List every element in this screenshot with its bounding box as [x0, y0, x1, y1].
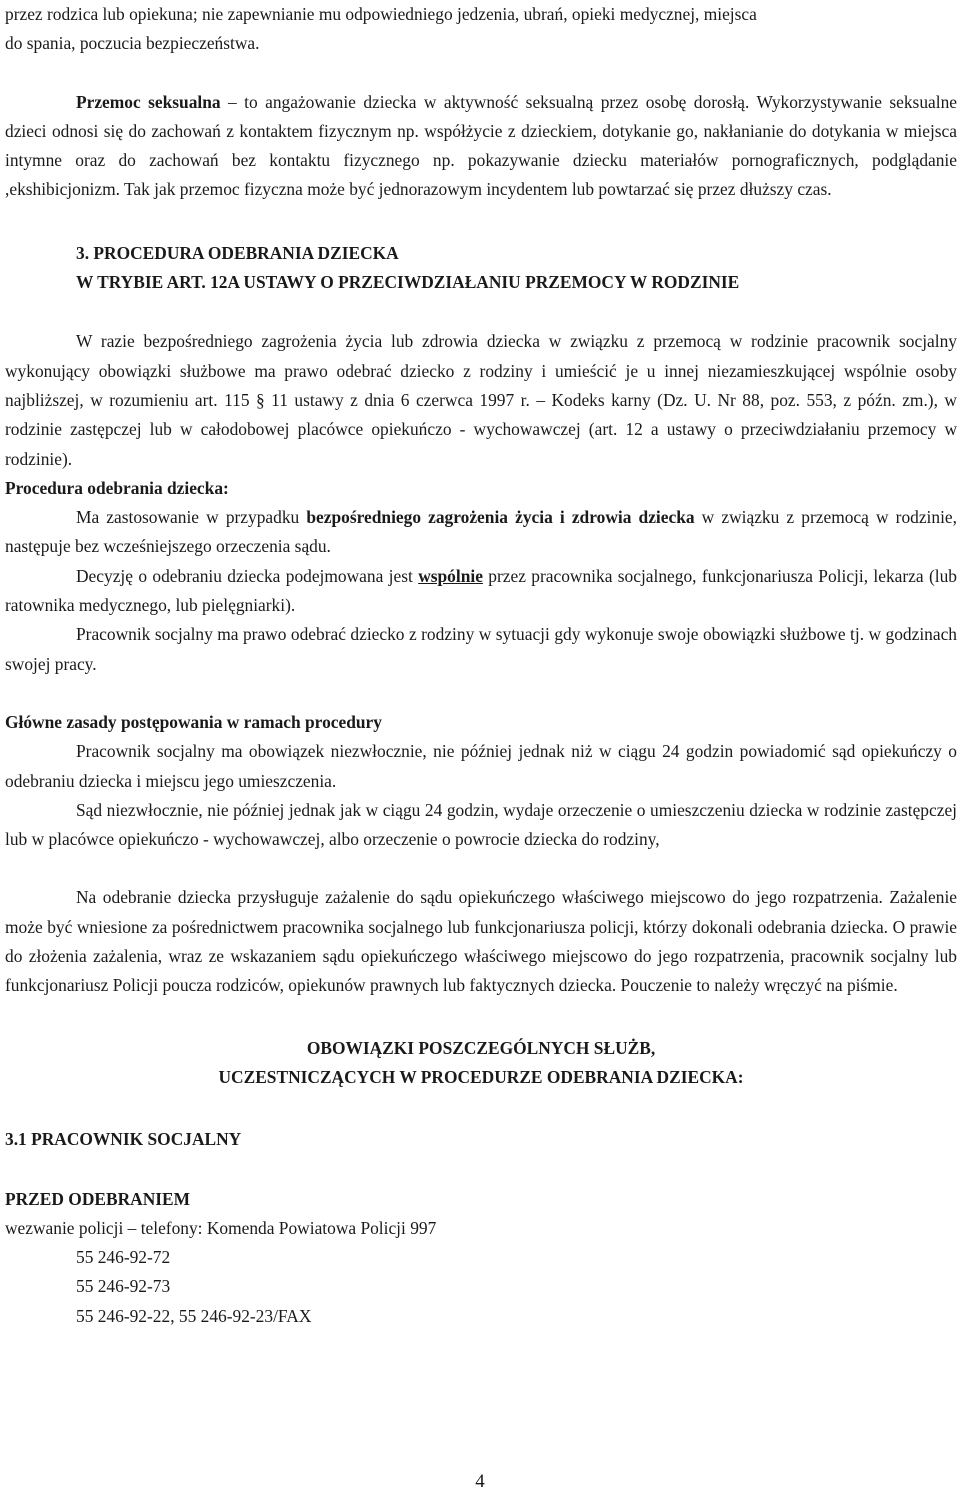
before-removal-heading: PRZED ODEBRANIEM: [5, 1188, 191, 1209]
procedure-paragraph-3: Pracownik socjalny ma prawo odebrać dziecko z rodziny w sytuacji gdy wykonuje swoje obowiązki służbowe tj. w godzinach swojej pracy.: [5, 624, 957, 674]
procedure-paragraph-2: [5, 562, 957, 621]
procedure-p1-bold: bezpośredniego zagrożenia życia i zdrowia dziecka: [306, 507, 695, 528]
police-call-line: wezwanie policji – telefony: Komenda Powiatowa Policji 997: [5, 1217, 437, 1238]
principles-paragraph-3: Na odebranie dziecka przysługuje zażalenie do sądu opiekuńczego właściwego miejscowo do jego rozpatrzenia. Zażalenie może być wniesione za pośrednictwem pracownika socjalnego lub funkcjonariusza policji, którzy dokonali odebrania dziecka. O prawie do złożenia zażalenia, wraz ze wskazaniem sądu opiekuńczego właściwego miejscowo do jego rozpatrzenia, pracownik socjalny lub funkcjonariusz Policji poucza rodziców, opiekunów prawnych lub faktycznych dziecka. Pouczenie to należy wręczyć na piśmie.: [5, 887, 957, 996]
sexual-abuse-paragraph: [5, 88, 957, 205]
section-3-paragraph: W razie bezpośredniego zagrożenia życia lub zdrowia dziecka w związku z przemocą w rodzinie pracownik socjalny wykonujący obowiązki służbowe ma prawo odebrać dziecko z rodziny i umieścić je u innej niezamieszkującej wspólnie osoby najbliższej, w rozumieniu art. 115 § 11 ustawy z dnia 6 czerwca 1997 r. – Kodeks karny (Dz. U. Nr 88, poz. 553, z późn. zm.), w rodzinie zastępczej lub w całodobowej placówce opiekuńczo - wychowawczej (art. 12 a ustawy o przeciwdziałaniu przemocy w rodzinie).: [5, 331, 957, 469]
procedure-p2-bold: wspólnie: [418, 565, 483, 586]
procedure-p1-text: Ma zastosowanie w przypadku: [76, 507, 307, 528]
intro-line-1: przez rodzica lub opiekuna; nie zapewnianie mu odpowiedniego jedzenia, ubrań, opieki medycznej, miejsca: [5, 4, 757, 24]
phone-number: 55 246-92-72: [76, 1247, 171, 1268]
procedure-p2-rest: przez pracownika socjalnego, funkcjonariusza Policji, lekarza (lub ratownika medycznego, lub pielęgniarki).: [5, 565, 957, 616]
duties-line-2: UCZESTNICZĄCYCH W PROCEDURZE ODEBRANIA DZIECKA:: [218, 1066, 744, 1087]
phone-number: 55 246-92-73: [76, 1276, 171, 1297]
procedure-paragraph-1: [5, 503, 957, 562]
duties-line-1: OBOWIĄZKI POSZCZEGÓLNYCH SŁUŻB,: [306, 1037, 656, 1058]
phone-number: 55 246-92-22, 55 246-92-23/FAX: [76, 1305, 312, 1326]
principles-paragraph-2: Sąd niezwłocznie, nie później jednak jak w ciągu 24 godzin, wydaje orzeczenie o umieszczeniu dziecka w rodzinie zastępczej lub w placówce opiekuńczo - wychowawczej, albo orzeczenie o powrocie dziecka do rodziny,: [5, 799, 957, 850]
section-3-line-2: W TRYBIE ART. 12A USTAWY O PRZECIWDZIAŁANIU PRZEMOCY W RODZINIE: [76, 272, 740, 293]
section-3-heading: [5, 239, 957, 298]
page-number: 4: [475, 1471, 485, 1492]
procedure-heading: Procedura odebrania dziecka:: [5, 477, 229, 498]
sexual-abuse-term: Przemoc seksualna: [76, 91, 221, 112]
duties-heading: [5, 1034, 957, 1093]
social-worker-heading: 3.1 PRACOWNIK SOCJALNY: [5, 1129, 242, 1150]
phone-list: [5, 1243, 957, 1331]
section-3-line-1: 3. PROCEDURA ODEBRANIA DZIECKA: [76, 242, 399, 263]
sexual-abuse-text: – to angażowanie dziecka w aktywność seksualną przez osobę dorosłą. Wykorzystywanie seksualne dzieci odnosi się do zachowań z kontaktem fizycznym np. współżycie z dzieckiem, dotykanie go, nakłanianie do dotykania w miejsca intymne oraz do zachowań bez kontaktu fizycznego np. pokazywanie dziecku materiałów pornograficznych, podglądanie ,ekshibicjonizm. Tak jak przemoc fizyczna może być jednorazowym incydentem lub powtarzać się przez dłuższy czas.: [5, 91, 957, 200]
procedure-p2-text: Decyzję o odebraniu dziecka podejmowana jest: [76, 565, 419, 586]
principles-heading: Główne zasady postępowania w ramach procedury: [5, 711, 382, 732]
intro-line-2: do spania, poczucia bezpieczeństwa.: [5, 33, 260, 54]
procedure-p1-rest: w związku z przemocą w rodzinie, następuje bez wcześniejszego orzeczenia sądu.: [5, 507, 957, 557]
document-page: [5, 0, 957, 1331]
principles-paragraph-1: Pracownik socjalny ma obowiązek niezwłocznie, nie później jednak niż w ciągu 24 godzin powiadomić sąd opiekuńczy o odebraniu dziecka i miejscu jego umieszczenia.: [5, 741, 957, 791]
